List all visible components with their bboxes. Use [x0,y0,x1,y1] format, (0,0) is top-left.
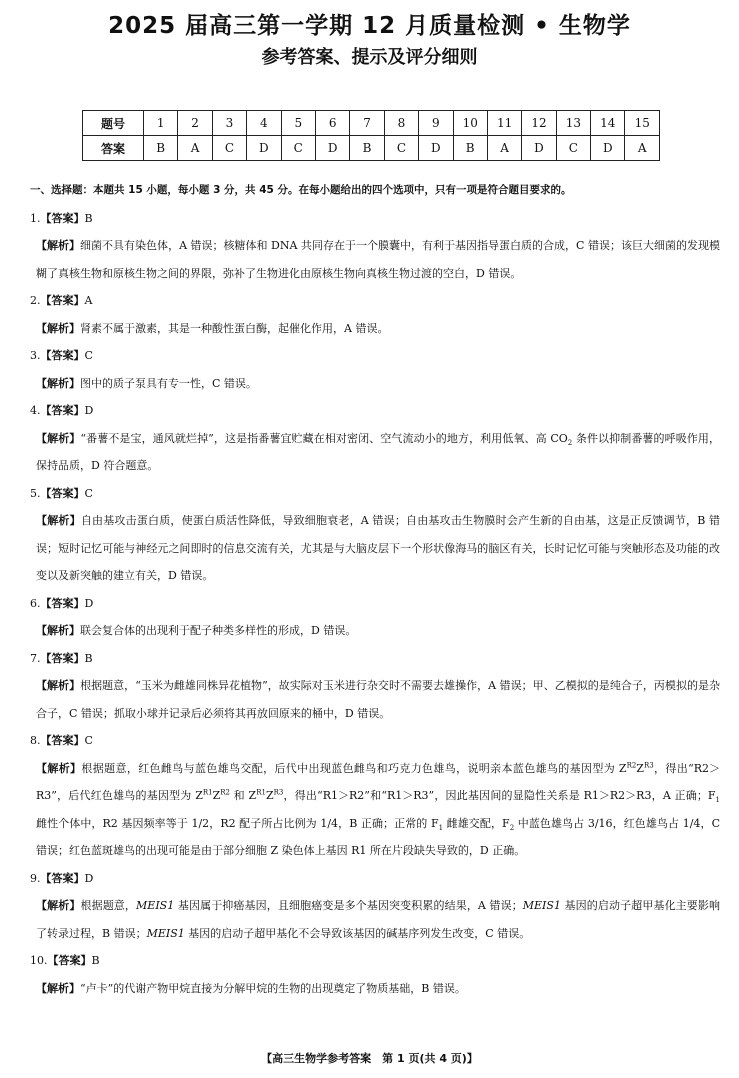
answer-table-answer-row [83,136,660,161]
table-cell: D [247,136,281,161]
explain-text: Z [265,789,274,802]
explain-label: 【解析】 [36,761,82,775]
table-cell: 2 [178,111,212,136]
explain-label: 【解析】 [36,376,80,390]
question-answer [30,727,720,755]
explain-text: 雌性个体中，R2 基因频率等于 1/2，R2 配子所占比例为 1/4，B 正确；正常的 F [36,816,439,830]
explain-label: 【解析】 [36,981,80,995]
explain-label: 【解析】 [36,321,80,335]
question-number: 9. [30,871,41,885]
superscript: R1 [256,788,266,797]
page-subtitle: 参考答案、提示及评分细则 [261,47,478,68]
question-answer [30,342,720,370]
table-cell: 13 [556,111,590,136]
explain-text: 根据题意， [80,899,137,912]
section-heading: 一、选择题：本题共 15 小题，每小题 3 分，共 45 分。在每小题给出的四个选项中，只有一项是符合题目要求的。 [30,184,572,196]
question-explanation [36,755,720,865]
answer-label: 【答案】 [40,211,85,225]
answer-value: B [91,954,100,967]
explain-label: 【解析】 [36,899,81,912]
table-cell: D [591,136,625,161]
explain-text: 和 Z [229,789,257,802]
table-cell: 14 [591,111,625,136]
explain-text: 根据题意，红色雌鸟与蓝色雄鸟交配，后代中出现蓝色雌鸟和巧克力色雄鸟，说明亲本蓝色雄鸟的基因型为 Z [81,761,627,775]
answer-label: 【答案】 [40,349,85,362]
answer-value: B [84,211,93,225]
explain-text: 自由基攻击蛋白质，使蛋白质活性降低，导致细胞衰老，A 错误；自由基攻击生物膜时会产生新的自由基，这是正反馈调节，B 错误；短时记忆可能与神经元之间即时的信息交流有关，尤其是与大脑皮层下一个形状像海马的脑区有关，长时记忆可能与突触形态及功能的改变以及新突触的建立有关，D 错误。 [36,514,720,582]
question-number: 5. [30,486,41,500]
answer-table-number-row [83,111,660,136]
answer-value: B [84,651,93,665]
table-cell: 7 [350,111,384,136]
subscript: 1 [715,796,721,805]
table-cell: 5 [281,111,315,136]
question-number: 2. [30,294,41,307]
table-cell: C [281,136,315,161]
explain-text: 图中的质子泵具有专一性，C 错误。 [80,376,257,390]
question-answer [30,865,720,893]
question-number: 1. [30,211,41,225]
table-cell: A [178,136,212,161]
question-answer [30,480,720,508]
superscript: R1 [202,788,213,797]
superscript: R3 [273,788,284,797]
answer-label: 【答案】 [40,294,85,307]
question-number: 7. [30,651,41,665]
question-explanation [36,232,720,287]
table-cell: 15 [625,111,660,136]
explain-text: 细菌不具有染色体，A 错误；核糖体和 DNA 共同存在于一个膜囊中，有利于基因指导蛋白质的合成，C 错误；该巨大细菌的发现模糊了真核生物和原核生物之间的界限，弥补了生物进化由原核生物向真核生物过渡的空白，D 错误。 [36,239,721,280]
question-answer [30,205,720,233]
table-cell: D [522,136,556,161]
explain-label: 【解析】 [36,624,80,637]
explain-text: Z [636,761,644,775]
table-cell: 10 [453,111,487,136]
question-answer [30,590,720,618]
question-explanation [36,892,720,947]
question-number: 8. [30,734,41,747]
answer-label: 【答案】 [40,596,85,610]
answer-value: C [84,734,93,747]
question-explanation [36,507,720,590]
question-answer [30,947,720,975]
row-label-number: 题号 [83,111,144,136]
table-cell: B [350,136,384,161]
table-cell: A [625,136,660,161]
question-answer [30,287,720,315]
table-cell: 6 [315,111,349,136]
superscript: R3 [643,760,654,769]
table-cell: 11 [487,111,521,136]
question-number: 6. [30,596,41,610]
table-cell: 1 [144,111,178,136]
table-cell: 9 [419,111,453,136]
explain-text: 基因属于抑癌基因，且细胞癌变是多个基因突变积累的结果，A 错误； [174,899,523,912]
answer-label: 【答案】 [40,651,85,665]
subscript: 2 [509,823,515,832]
question-answer [30,645,720,673]
answer-label: 【答案】 [40,871,85,885]
explain-text: ，得出“R1＞R2”和“R1＞R3”，因此基因间的显隐性关系是 R1＞R2＞R3，A 正确；F [283,789,716,802]
table-cell: C [556,136,590,161]
answer-explanations [30,177,720,1002]
question-explanation [36,370,720,398]
explain-text: 联会复合体的出现利于配子种类多样性的形成，D 错误。 [80,624,357,637]
explain-text: 肾素不属于激素，其是一种酸性蛋白酶，起催化作用，A 错误。 [80,321,389,335]
explain-text: Z [212,789,221,802]
explain-text: 基因的启动子超甲基化主要影响了转录过程，B 错误； [36,899,721,940]
explain-text: 基因的启动子超甲基化不会导致该基因的碱基序列发生改变，C 错误。 [184,926,531,940]
answer-value: C [84,486,93,500]
explain-text: ，得出“R2＞R3”，后代红色雄鸟的基因型为 Z [36,761,721,802]
answer-label: 【答案】 [40,404,85,417]
question-explanation [36,672,720,727]
question-explanation [36,315,720,343]
explain-label: 【解析】 [36,239,81,252]
page-footer: 【高三生物学参考答案 第 1 页(共 4 页)】 [261,1052,478,1065]
table-cell: D [315,136,349,161]
question-answer [30,397,720,425]
answer-value: D [84,596,94,610]
answer-value: C [84,349,93,362]
gene-name: MEIS1 [146,926,185,940]
explain-text: 根据题意，“玉米为雌雄同株异花植物”，故实际对玉米进行杂交时不需要去雄操作，A 错误；甲、乙模拟的是纯合子，丙模拟的是杂合子，C 错误；抓取小球并记录后必须将其再放回原来的桶中，D 错误。 [36,679,721,720]
table-cell: 12 [522,111,556,136]
question-explanation [36,425,720,480]
question-number: 3. [30,349,41,362]
row-label-answer: 答案 [83,136,144,161]
answer-label: 【答案】 [40,486,85,500]
question-number: 10. [30,954,48,967]
answer-label: 【答案】 [40,734,85,747]
gene-name: MEIS1 [522,899,561,912]
explain-text: 条件以抑制番薯的呼吸作用，保持品质，D 符合题意。 [36,431,720,472]
superscript: R2 [626,760,637,769]
question-explanation [36,617,720,645]
gene-name: MEIS1 [136,899,175,912]
table-cell: C [212,136,246,161]
superscript: R2 [220,788,230,797]
answer-label: 【答案】 [47,954,92,967]
question-explanation [36,975,720,1003]
explain-label: 【解析】 [36,679,81,692]
explain-label: 【解析】 [36,514,81,527]
question-number: 4. [30,404,41,417]
explain-text: 中蓝色雄鸟占 3/16，红色雄鸟占 1/4，C 错误；红色蓝斑雄鸟的出现可能是由于部分细胞 Z 染色体上基因 R1 所在片段缺失导致的，D 正确。 [36,816,720,857]
answer-table [82,110,660,161]
table-cell: C [384,136,418,161]
table-cell: 3 [212,111,246,136]
answer-value: D [84,871,94,885]
table-cell: A [487,136,521,161]
table-cell: D [419,136,453,161]
table-cell: B [453,136,487,161]
explain-text: “番薯不是宝，通风就烂掉”，这是指番薯宜贮藏在相对密闭、空气流动小的地方，利用低氧、高 CO [80,431,568,445]
table-cell: 8 [384,111,418,136]
table-cell: B [144,136,178,161]
subscript: 2 [567,438,573,447]
subscript: 1 [438,823,444,832]
explain-text: 雌雄交配，F [443,816,510,830]
page-title: 2025 届高三第一学期 12 月质量检测 • 生物学 [108,13,631,39]
table-cell: 4 [247,111,281,136]
answer-value: D [84,404,94,417]
explain-label: 【解析】 [36,431,81,445]
explain-text: “卢卡”的代谢产物甲烷直接为分解甲烷的生物的出现奠定了物质基础，B 错误。 [80,981,466,995]
answer-value: A [84,294,93,307]
